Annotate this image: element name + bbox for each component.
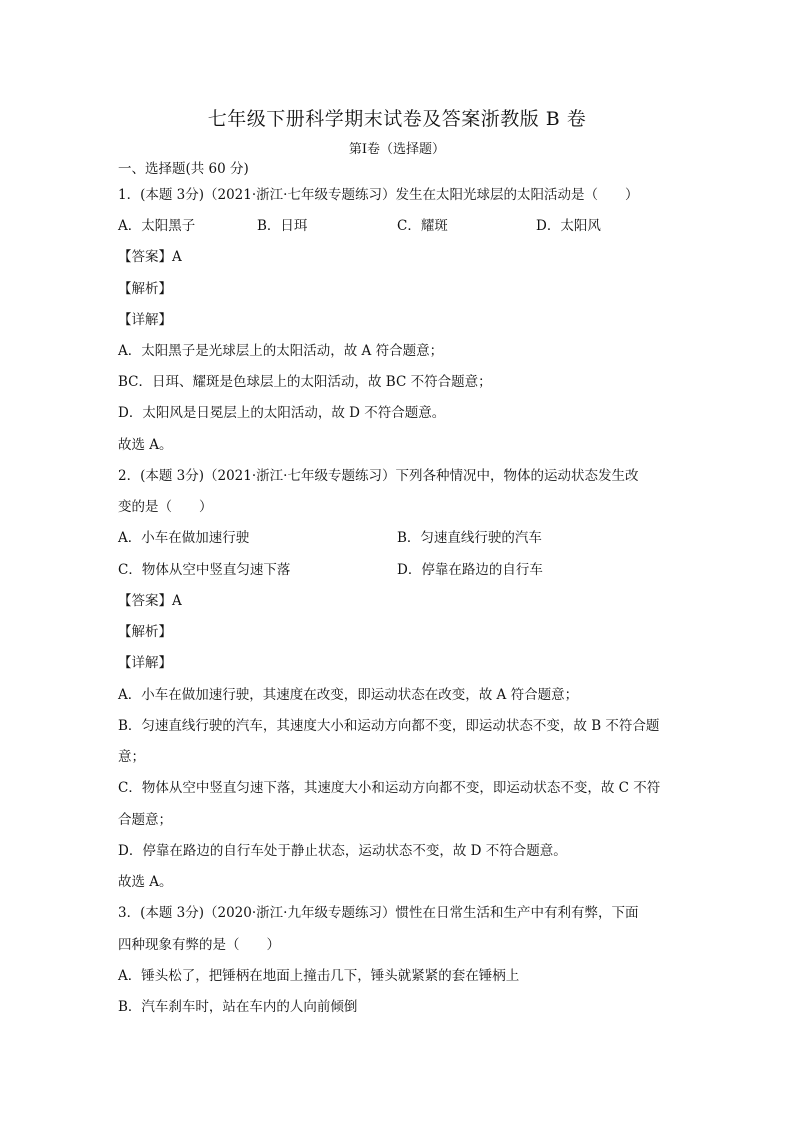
- q1-stem: 1．(本题 3分)（2021·浙江·七年级专题练习）发生在太阳光球层的太阳活动是（ ）: [118, 187, 639, 203]
- q2-answer: 【答案】A: [118, 593, 182, 609]
- q2-conclusion: 故选 A。: [118, 874, 173, 890]
- q1-answer: 【答案】A: [118, 249, 182, 265]
- q2-detail-label: 【详解】: [118, 655, 172, 671]
- q2-option-b: B．匀速直线行驶的汽车: [397, 530, 542, 546]
- page-title: 七年级下册科学期末试卷及答案浙教版 B 卷: [207, 108, 587, 130]
- q2-option-d: D．停靠在路边的自行车: [397, 562, 543, 578]
- q1-option-d: D．太阳风: [536, 218, 601, 234]
- q3-option-b: B．汽车刹车时，站在车内的人向前倾倒: [118, 999, 358, 1015]
- q2-option-a: A．小车在做加速行驶: [118, 530, 250, 546]
- section-heading: 一、选择题(共 60 分): [118, 161, 249, 177]
- q1-option-b: B．日珥: [257, 218, 308, 234]
- q2-stem-line: 变的是（ ）: [118, 499, 213, 515]
- q1-conclusion: 故选 A。: [118, 437, 173, 453]
- q2-explanation-line: B．匀速直线行驶的汽车，其速度大小和运动方向都不变，即运动状态不变，故 B 不符合题: [118, 718, 660, 734]
- q2-explanation-line: A．小车在做加速行驶，其速度在改变，即运动状态在改变，故 A 符合题意；: [118, 687, 579, 703]
- q1-detail-label: 【详解】: [118, 312, 172, 328]
- q2-explanation-line: 合题意；: [118, 812, 172, 828]
- q2-explanation-line: D．停靠在路边的自行车处于静止状态，运动状态不变，故 D 不符合题意。: [118, 843, 567, 859]
- q2-explanation-line: C．物体从空中竖直匀速下落，其速度大小和运动方向都不变，即运动状态不变，故 C 不符: [118, 780, 661, 796]
- q3-stem-line: 四种现象有弊的是（ ）: [118, 937, 280, 953]
- q1-analysis-label: 【解析】: [118, 281, 172, 297]
- q2-stem-line: 2．(本题 3分)（2021·浙江·七年级专题练习）下列各种情况中，物体的运动状态发生改: [118, 468, 639, 484]
- q3-option-a: A．锤头松了，把锤柄在地面上撞击几下，锤头就紧紧的套在锤柄上: [118, 968, 520, 984]
- q1-option-a: A．太阳黑子: [118, 218, 196, 234]
- q2-explanation-line: 意；: [118, 749, 145, 765]
- page-subtitle: 第Ⅰ卷（选择题）: [348, 142, 446, 157]
- q2-analysis-label: 【解析】: [118, 624, 172, 640]
- q1-explanation-line: A．太阳黑子是光球层上的太阳活动，故 A 符合题意；: [118, 343, 444, 359]
- q2-option-c: C．物体从空中竖直匀速下落: [118, 562, 291, 578]
- q3-stem-line: 3．(本题 3分)（2020·浙江·九年级专题练习）惯性在日常生活和生产中有利有弊，下面: [118, 905, 639, 921]
- q1-option-c: C．耀斑: [397, 218, 448, 234]
- q1-explanation-line: BC．日珥、耀斑是色球层上的太阳活动，故 BC 不符合题意；: [118, 374, 492, 390]
- q1-explanation-line: D．太阳风是日冕层上的太阳活动，故 D 不符合题意。: [118, 405, 446, 421]
